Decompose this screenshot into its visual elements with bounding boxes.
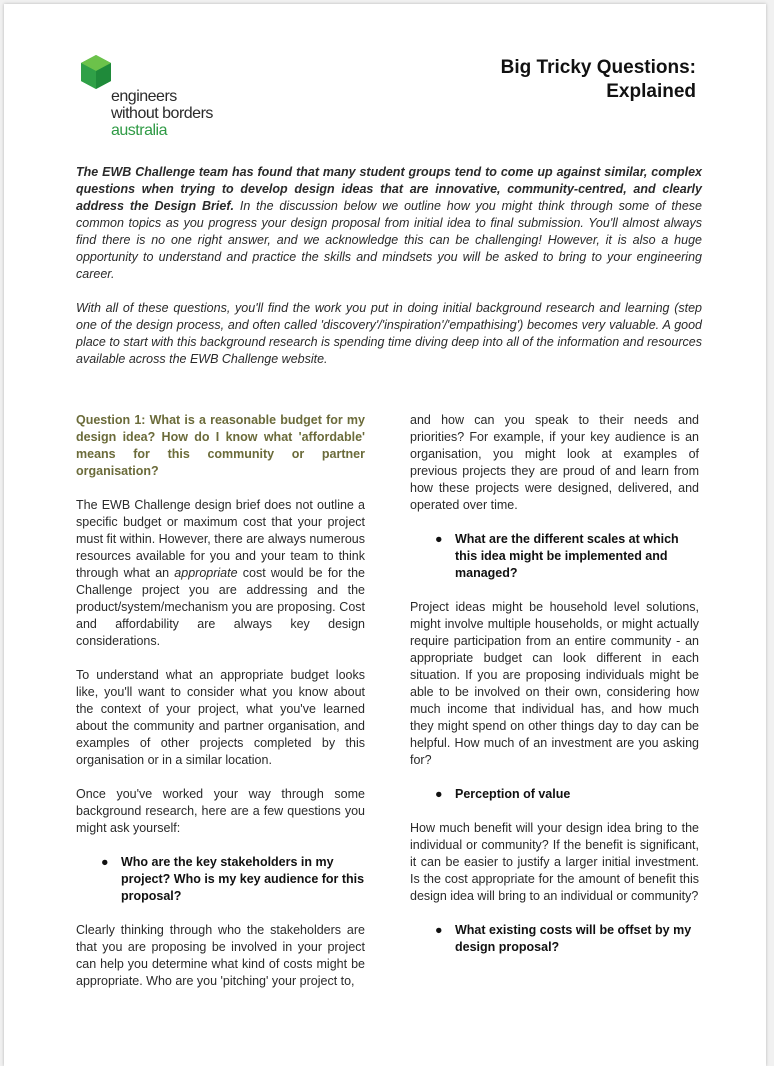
- brand-line-3: australia: [111, 122, 167, 139]
- title-line-1: Big Tricky Questions:: [500, 57, 696, 78]
- right-paragraph-3: How much benefit will your design idea bring to the individual or community? If the benefit is significant, it can be easier to justify a larger initial investment. Is the cost appropriate for the amount of benefit this design idea will bring to an individual or community?: [410, 821, 699, 903]
- left-paragraph-3: Once you've worked your way through some background research, here are a few questions you might ask yourself:: [76, 787, 365, 835]
- bullet-existing-costs: [410, 922, 699, 956]
- bullet-dot-icon: ●: [435, 787, 443, 801]
- bullet-scales: [410, 531, 699, 582]
- bullet-scales-text: What are the different scales at which this idea might be implemented and managed?: [455, 532, 679, 580]
- brand-line-2: without borders: [111, 105, 213, 122]
- intro-section: [76, 164, 702, 385]
- bullet-existing-costs-text: What existing costs will be offset by my design proposal?: [455, 923, 692, 954]
- brand-line-1: engineers: [111, 88, 177, 105]
- ewb-logo-icon: [78, 54, 114, 90]
- right-column: [410, 412, 699, 973]
- title-line-2: Explained: [606, 81, 696, 102]
- bullet-perception-of-value: [410, 786, 699, 803]
- intro-lead-rest: In the discussion below we outline how you might think through some of these common topics as you progress your design proposal from initial idea to final submission. You'll almost always find there is no one right answer, and we acknowledge this can be challenging! However, it is also a huge opportunity to understand and practice the skills and mindsets you will be asked to bring to your engineering career.: [76, 199, 702, 281]
- left-paragraph-1: [76, 497, 365, 650]
- document-page: [4, 4, 766, 1066]
- bullet-dot-icon: ●: [435, 923, 443, 937]
- left-column: [76, 412, 365, 1007]
- left-paragraph-1-end: cost would be for the Challenge project you are addressing and the product/system/mechanism you are proposing. Cost and affordability are always key design considerations.: [76, 566, 365, 648]
- bullet-dot-icon: ●: [435, 532, 443, 546]
- document-title: [501, 56, 696, 104]
- bullet-dot-icon: ●: [101, 855, 109, 869]
- right-paragraph-1: and how can you speak to their needs and priorities? For example, if your key audience is an organisation, you might look at examples of previous projects they are proud of and learn from how these projects were designed, delivered, and operated over time.: [410, 413, 699, 512]
- left-paragraph-4: Clearly thinking through who the stakeholders are that you are proposing be involved in your project can help you determine what kind of costs might be appropriate. Who are you 'pitching' your project to,: [76, 923, 365, 988]
- intro-paragraph-1: [76, 164, 702, 283]
- left-paragraph-2: To understand what an appropriate budget looks like, you'll want to consider what you know about the context of your project, what you've learned about the community and partner organisation, and examples of other projects completed by this organisation or in a similar location.: [76, 668, 365, 767]
- bullet-stakeholders-text: Who are the key stakeholders in my project? Who is my key audience for this proposal?: [121, 855, 365, 903]
- intro-paragraph-2: With all of these questions, you'll find the work you put in doing initial background research and learning (step one of the design process, and often called 'discovery'/'inspiration'/'empathising') becomes very valuable. A good place to start with this background research is spending time diving deep into all of the information and resources available across the EWB Challenge website.: [76, 301, 702, 366]
- bullet-stakeholders: [76, 854, 365, 905]
- bullet-perception-text: Perception of value: [455, 787, 571, 801]
- intro-lead-bold: The EWB Challenge team has found that many student groups tend to come up against similar, complex questions when trying to develop design ideas that are innovative, community-centred, and clearly address the Design Brief.: [76, 165, 702, 213]
- question-1-heading: Question 1: What is a reasonable budget for my design idea? How do I know what 'affordable' means for this community or partner organisation?: [76, 413, 365, 478]
- left-paragraph-1-start: The EWB Challenge design brief does not outline a specific budget or maximum cost that your project must fit within. However, there are always numerous resources available for you and your team to think through what an: [76, 498, 366, 580]
- brand-wordmark: [111, 88, 213, 139]
- left-paragraph-1-italic: appropriate: [174, 566, 238, 580]
- right-paragraph-2: Project ideas might be household level solutions, might involve multiple households, or might actually require participation from an entire community - an appropriate budget can look different in each situation. If you are proposing individuals might be able to be involved on their own, considering how much income that individual has, and how much they might spend on other things day to day can be helpful. How much of an investment are you asking for?: [410, 600, 699, 767]
